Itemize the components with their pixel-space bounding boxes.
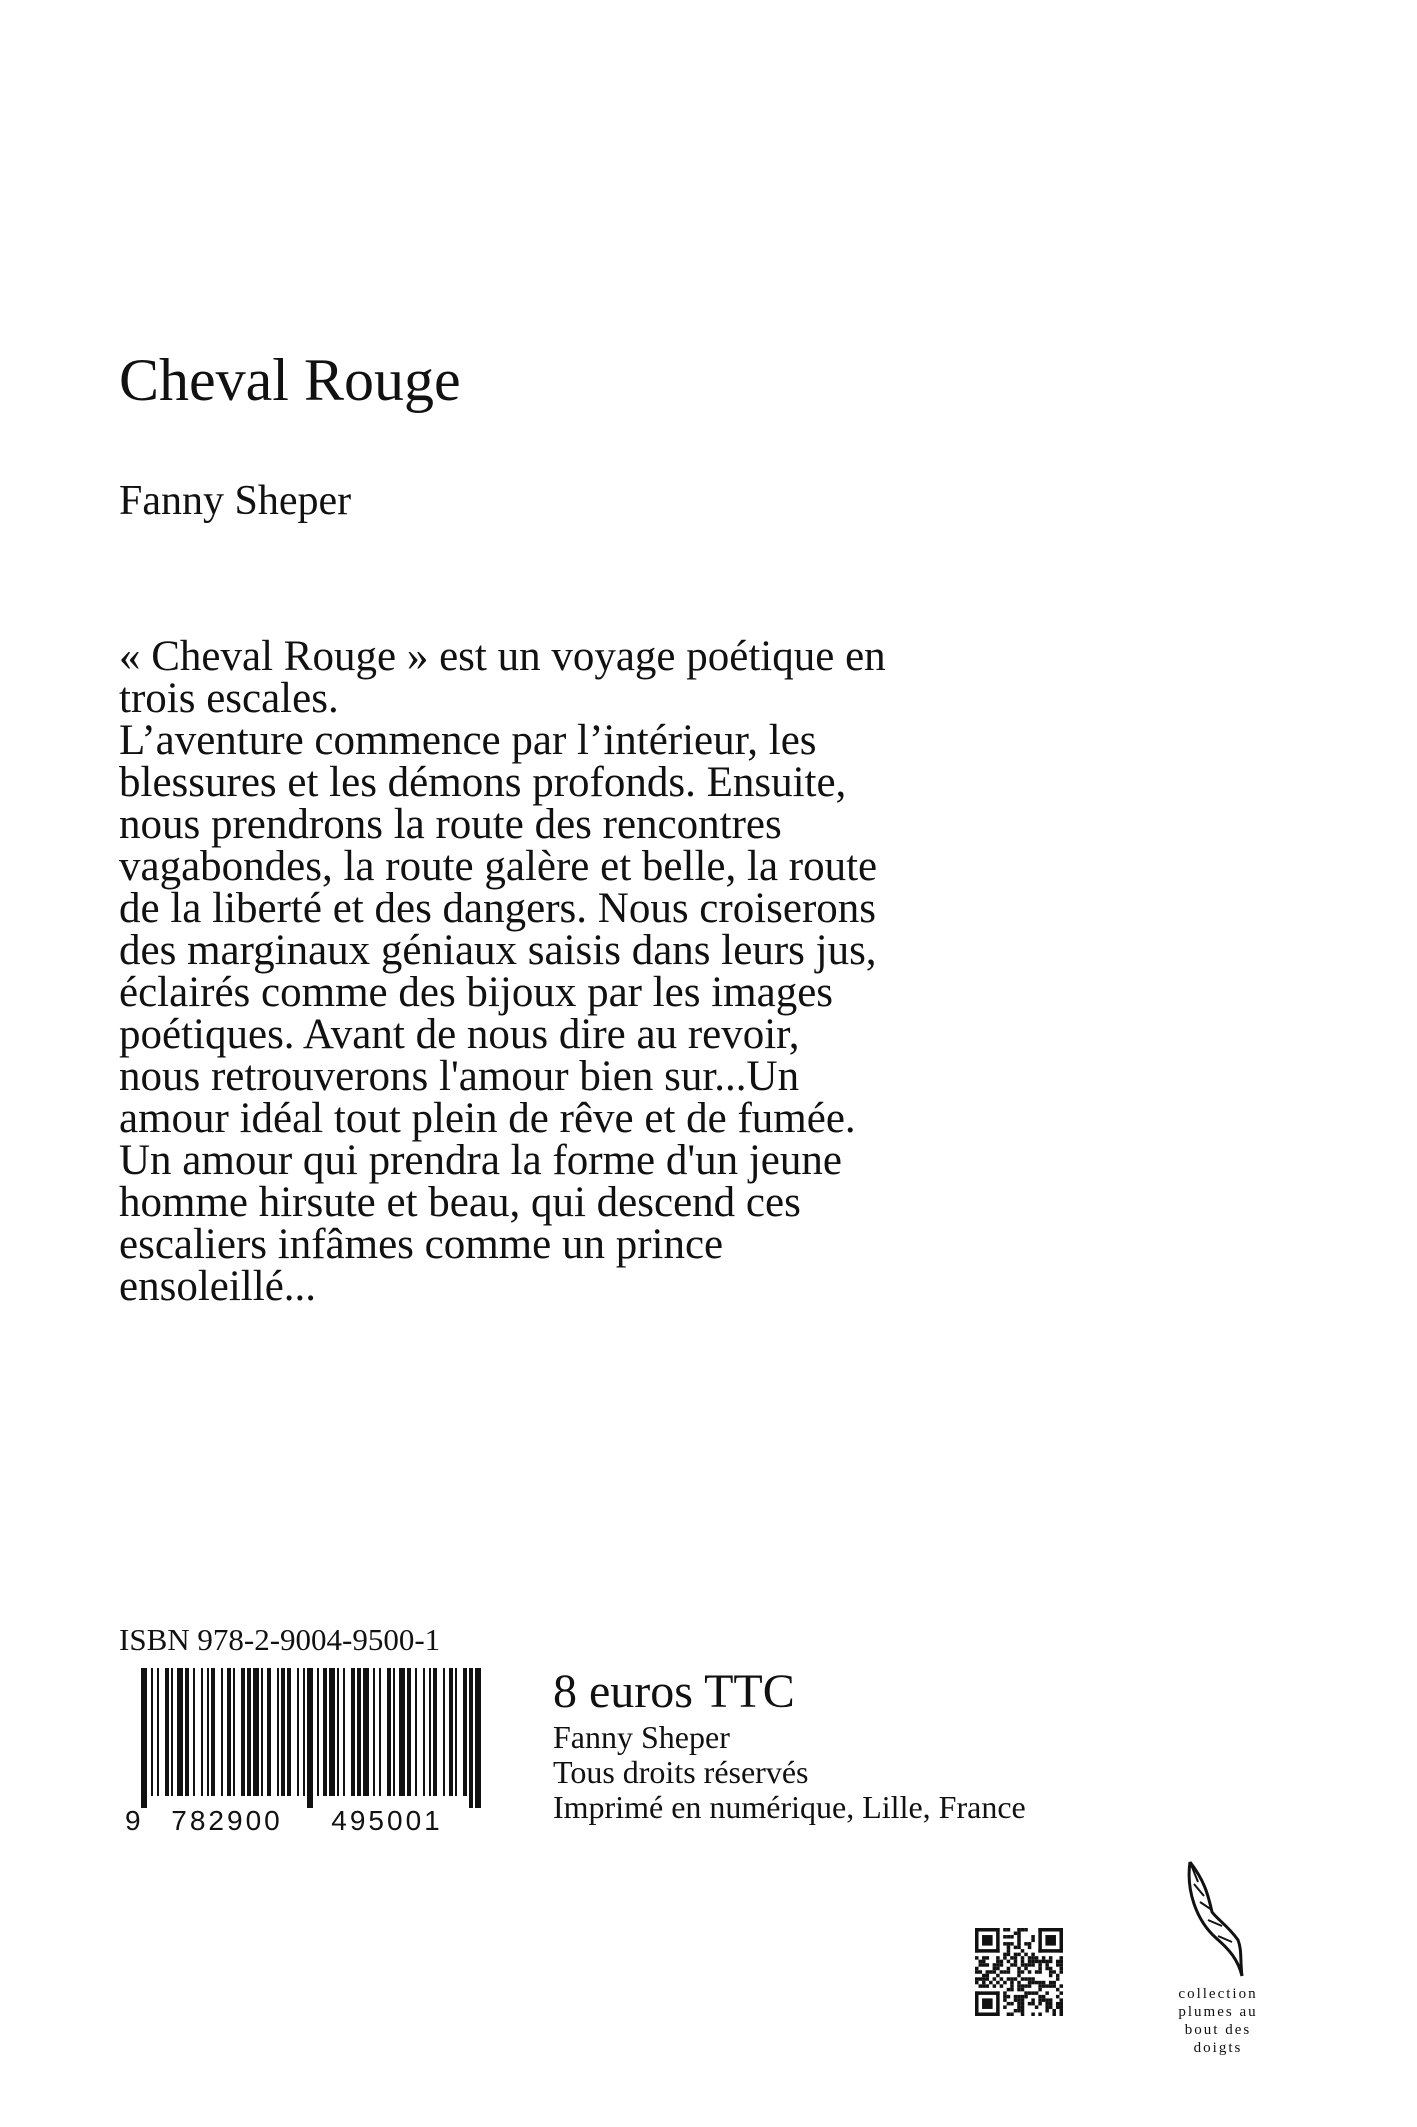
feather-quill-icon (1168, 1860, 1268, 1980)
barcode-bar (455, 1668, 457, 1796)
barcode-bar (443, 1668, 445, 1796)
blurb-line: nous prendrons la route des rencontres (119, 801, 782, 848)
barcode-bar (281, 1668, 285, 1796)
isbn-barcode (119, 1668, 489, 1838)
barcode-bar (429, 1668, 431, 1796)
barcode-bar (171, 1668, 173, 1796)
barcode-bar (287, 1668, 291, 1796)
barcode-bar (475, 1668, 481, 1808)
barcode-bar (193, 1668, 195, 1796)
blurb-line: nous retrouverons l'amour bien sur...Un (119, 1053, 800, 1100)
barcode-digit-lead: 9 (125, 1805, 141, 1836)
logo-line: plumes au (1178, 2004, 1258, 2020)
blurb-line: vagabondes, la route galère et belle, la route (119, 843, 878, 890)
barcode-bar (393, 1668, 395, 1796)
barcode-bar (449, 1668, 453, 1796)
blurb-line: L’aventure commence par l’intérieur, les (119, 717, 817, 764)
info-rights: Tous droits réservés (553, 1754, 809, 1790)
blurb-line: Un amour qui prendra la forme d'un jeune (119, 1137, 842, 1184)
barcode-bar (297, 1668, 299, 1796)
publisher-info (553, 1720, 1026, 1825)
price: 8 euros TTC (553, 1665, 795, 1718)
barcode-bar (277, 1668, 279, 1796)
barcode-bar (399, 1668, 405, 1796)
barcode-bar (151, 1668, 153, 1796)
barcode-bar (303, 1668, 305, 1796)
blurb-line: poétiques. Avant de nous dire au revoir, (119, 1011, 800, 1058)
blurb-line: ensoleillé... (119, 1263, 317, 1310)
barcode-bar (247, 1668, 251, 1796)
barcode-bar (201, 1668, 203, 1796)
barcode-bar (343, 1668, 345, 1796)
blurb-line: des marginaux géniaux saisis dans leurs jus, (119, 927, 877, 974)
barcode-bar (351, 1668, 355, 1796)
barcode-bar (463, 1668, 467, 1796)
barcode-bar (433, 1668, 437, 1796)
info-author: Fanny Sheper (553, 1719, 730, 1755)
book-blurb (119, 633, 1119, 1310)
barcode-bar (379, 1668, 381, 1796)
blurb-line: éclairés comme des bijoux par les images (119, 969, 834, 1016)
barcode-bar (221, 1668, 223, 1796)
barcode-digits-right: 495001 (331, 1805, 443, 1836)
barcode-bar (165, 1668, 169, 1796)
barcode-bar (241, 1668, 245, 1796)
blurb-line: amour idéal tout plein de rêve et de fumée. (119, 1095, 856, 1142)
barcode-bar (363, 1668, 369, 1796)
barcode-bar (373, 1668, 375, 1796)
barcode-bars (141, 1668, 481, 1808)
blurb-line: homme hirsute et beau, qui descend ces (119, 1179, 801, 1226)
barcode-bar (227, 1668, 231, 1796)
barcode-bar (307, 1668, 313, 1808)
blurb-line: « Cheval Rouge » est un voyage poétique en (119, 633, 886, 680)
barcode-bar (415, 1668, 417, 1796)
info-printing: Imprimé en numérique, Lille, France (553, 1789, 1026, 1825)
barcode-bar (329, 1668, 335, 1796)
blurb-line: escaliers infâmes comme un prince (119, 1221, 724, 1268)
barcode-bar (233, 1668, 235, 1796)
barcode-bar (211, 1668, 215, 1796)
barcode-bar (423, 1668, 425, 1796)
barcode-bar (185, 1668, 189, 1796)
qr-code-icon (975, 1928, 1063, 2016)
barcode-bar (267, 1668, 271, 1796)
barcode-bar (407, 1668, 411, 1796)
barcode-bar (177, 1668, 183, 1796)
barcode-bar (207, 1668, 209, 1796)
barcode-bar (261, 1668, 263, 1796)
book-title: Cheval Rouge (119, 347, 461, 413)
book-author: Fanny Sheper (119, 478, 352, 524)
barcode-bar (387, 1668, 391, 1796)
barcode-bar (317, 1668, 319, 1796)
blurb-line: trois escales. (119, 675, 339, 722)
blurb-line: blessures et les démons profonds. Ensuite, (119, 759, 847, 806)
isbn-label: ISBN 978-2-9004-9500-1 (119, 1622, 441, 1657)
barcode-bar (337, 1668, 339, 1796)
logo-line: doigts (1193, 2040, 1243, 2056)
barcode-bar (469, 1668, 473, 1808)
barcode-bar (157, 1668, 159, 1796)
barcode-digits-left: 782900 (171, 1805, 283, 1836)
barcode-bar (141, 1668, 147, 1808)
barcode-bar (323, 1668, 327, 1796)
blurb-line: de la liberté et des dangers. Nous croiserons (119, 885, 877, 932)
logo-line: bout des (1184, 2022, 1252, 2038)
logo-line: collection (1178, 1986, 1258, 2002)
barcode-bar (357, 1668, 361, 1796)
collection-logo (1168, 1860, 1268, 2057)
barcode-bar (253, 1668, 259, 1796)
